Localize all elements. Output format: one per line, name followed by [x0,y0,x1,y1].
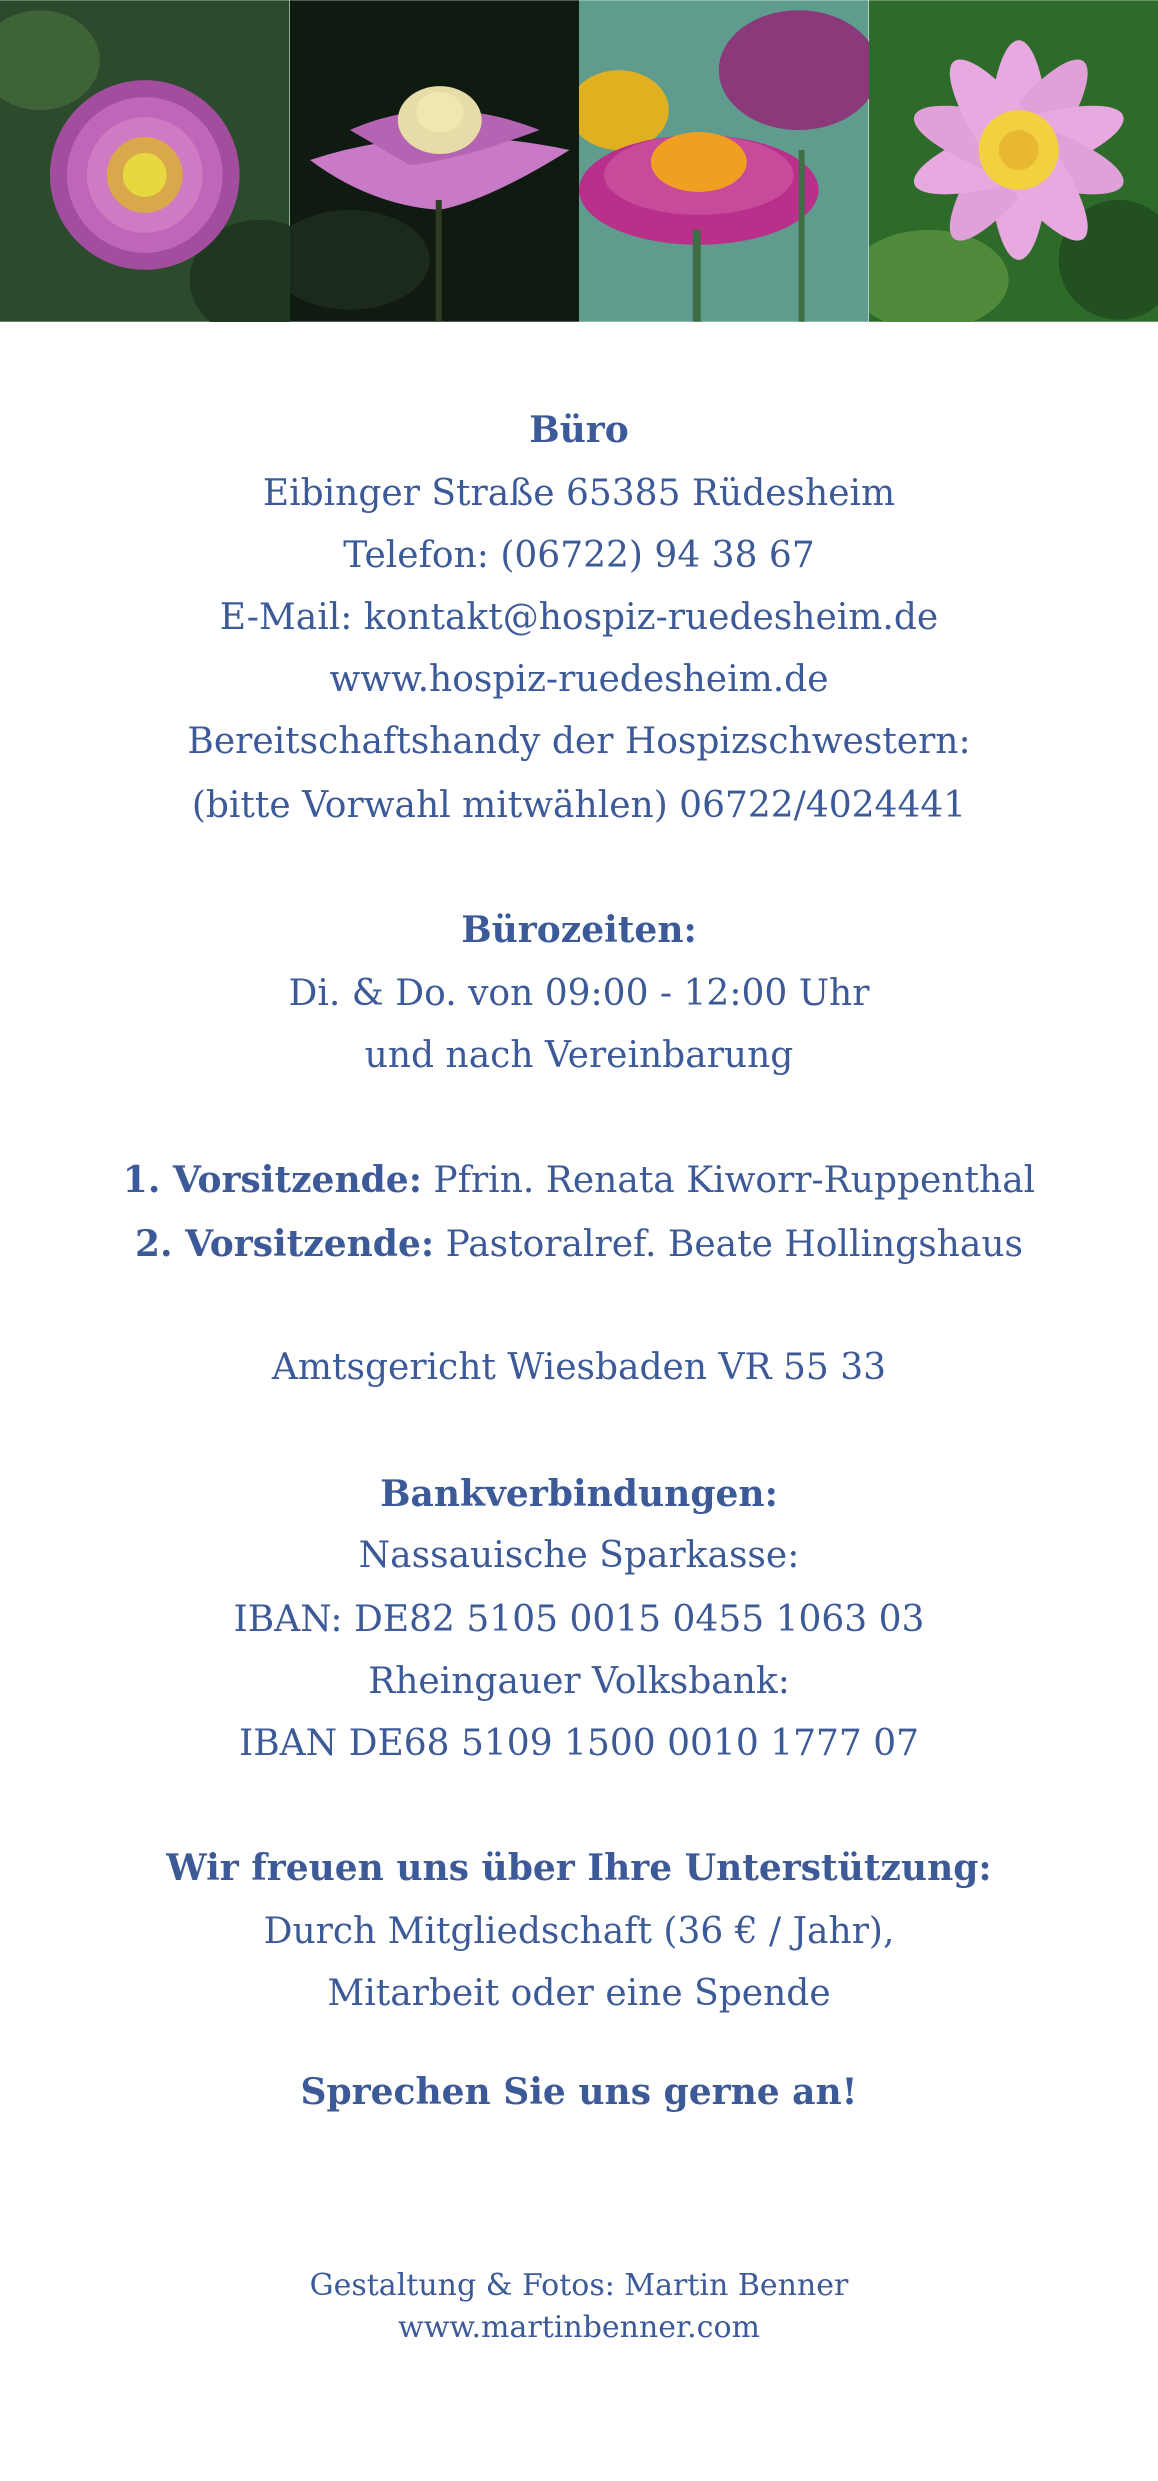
bank2-name: Rheingauer Volksbank: [368,1661,790,1702]
bank1-name: Nassauische Sparkasse: [358,1535,800,1576]
standby-title: Bereitschaftshandy der Hospizschwestern: [187,721,971,762]
clematis-icon [290,0,580,322]
standby-number[interactable]: (bitte Vorwahl mitwählen) 06722/4024441 [191,785,967,826]
office-hours-title: Bürozeiten: [461,909,697,951]
board-second [0,1222,1158,1267]
office-phone[interactable]: Telefon: (06722) 94 38 67 [343,535,815,576]
office-hours-line1: Di. & Do. von 09:00 - 12:00 Uhr [288,973,870,1014]
photo-daisy [579,0,869,322]
office-address: Eibinger Straße 65385 Rüdesheim [262,473,896,514]
board-first-label: 1. Vorsitzende: [122,1159,422,1201]
board-second-label: 2. Vorsitzende: [134,1223,435,1265]
support-line2: Mitarbeit oder eine Spende [327,1973,831,2014]
court-registration: Amtsgericht Wiesbaden VR 55 33 [271,1347,887,1388]
board-first [0,1158,1158,1203]
office-website[interactable]: www.hospiz-ruedesheim.de [329,659,829,700]
support-line1: Durch Mitgliedschaft (36 € / Jahr), [263,1911,895,1952]
office-hours-line2: und nach Vereinbarung [364,1035,794,1076]
office-email[interactable]: E-Mail: kontakt@hospiz-ruedesheim.de [219,597,939,638]
water-lily-icon [869,0,1158,322]
photo-strip [0,0,1158,322]
daisy-icon [579,0,869,322]
support-title: Wir freuen uns über Ihre Unterstützung: [166,1847,992,1889]
bank1-iban: IBAN: DE82 5105 0015 0455 1063 03 [233,1599,925,1640]
board-second-name: Pastoralref. Beate Hollingshaus [434,1224,1023,1265]
photo-clematis [290,0,580,322]
office-title: Büro [529,409,629,451]
dahlia-icon [0,0,290,322]
photo-water-lily [869,0,1158,322]
credits-website[interactable]: www.martinbenner.com [398,2310,760,2345]
bank-title: Bankverbindungen: [380,1473,778,1515]
credits-line1: Gestaltung & Fotos: Martin Benner [309,2268,849,2303]
board-first-name: Pfrin. Renata Kiworr-Ruppenthal [421,1160,1036,1201]
call-to-action: Sprechen Sie uns gerne an! [300,2071,858,2113]
photo-dahlia [0,0,290,322]
bank2-iban: IBAN DE68 5109 1500 0010 1777 07 [238,1723,920,1764]
